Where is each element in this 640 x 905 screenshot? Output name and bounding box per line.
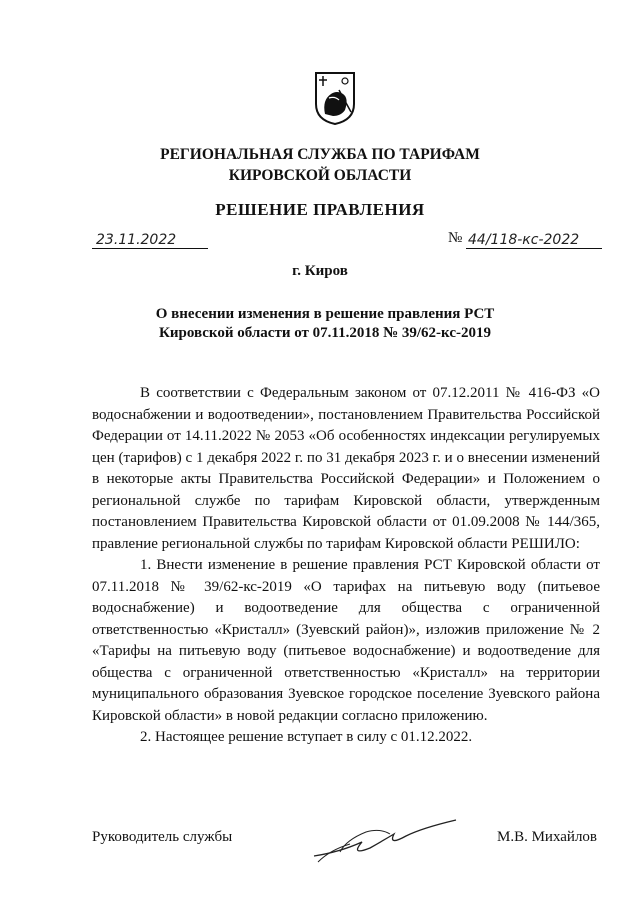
signer-name: М.В. Михайлов (497, 829, 598, 845)
document-number: 44/118-кс-2022 (466, 232, 602, 249)
document-date: 23.11.2022 (92, 232, 208, 249)
document-type: РЕШЕНИЕ ПРАВЛЕНИЯ (215, 200, 425, 219)
intro-paragraph: В соответствии с Федеральным законом от 07.12.2011 № 416-ФЗ «О водоснабжении и водоотведении», постановлением Правительства Российской Федерации от 14.11.2022 № 2053 «Об особенностях индексации регулируемых цен (тарифов) с 1 декабря 2022 г. по 31 декабря 2023 г. и о внесении изменений в некоторые акты Правительства Российской Федерации» и Положением о региональной службе по тарифам Кировской области, утвержденным постановлением Правительства Кировской области от 01.09.2008 № 144/365, правление региональной службы по тарифам Кировской области РЕШИЛО: (92, 385, 600, 552)
org-name-line1: РЕГИОНАЛЬНАЯ СЛУЖБА ПО ТАРИФАМ (160, 146, 480, 163)
signature-icon (310, 812, 460, 872)
org-name-line2: КИРОВСКОЙ ОБЛАСТИ (228, 167, 412, 184)
item-1-paragraph: 1. Внести изменение в решение правления РСТ Кировской области от 07.11.2018 № 39/62-кс-2019 «О тарифах на питьевую воду (питьевое водоснабжение) и водоотведение для общества с ограниченной ответственностью «Кристалл» (Зуевский район)», изложив приложение № 2 «Тарифы на питьевую воду (питьевое водоснабжение) и водоотведение для общества с ограниченной ответственностью «Кристалл» на территории муниципального образования Зуевское городское поселение Зуевского района Кировской области» в новой редакции согласно приложению. (92, 557, 600, 724)
coat-of-arms-icon (313, 70, 357, 126)
document-body (92, 383, 600, 749)
document-subject: О внесении изменения в решение правления РСТ Кировской области от 07.11.2018 № 39/62-кс-2019 (155, 306, 495, 341)
signer-title: Руководитель службы (92, 829, 233, 845)
item-2-paragraph: 2. Настоящее решение вступает в силу с 01.12.2022. (140, 729, 473, 745)
number-label: № (448, 230, 463, 246)
city: г. Киров (292, 263, 348, 279)
